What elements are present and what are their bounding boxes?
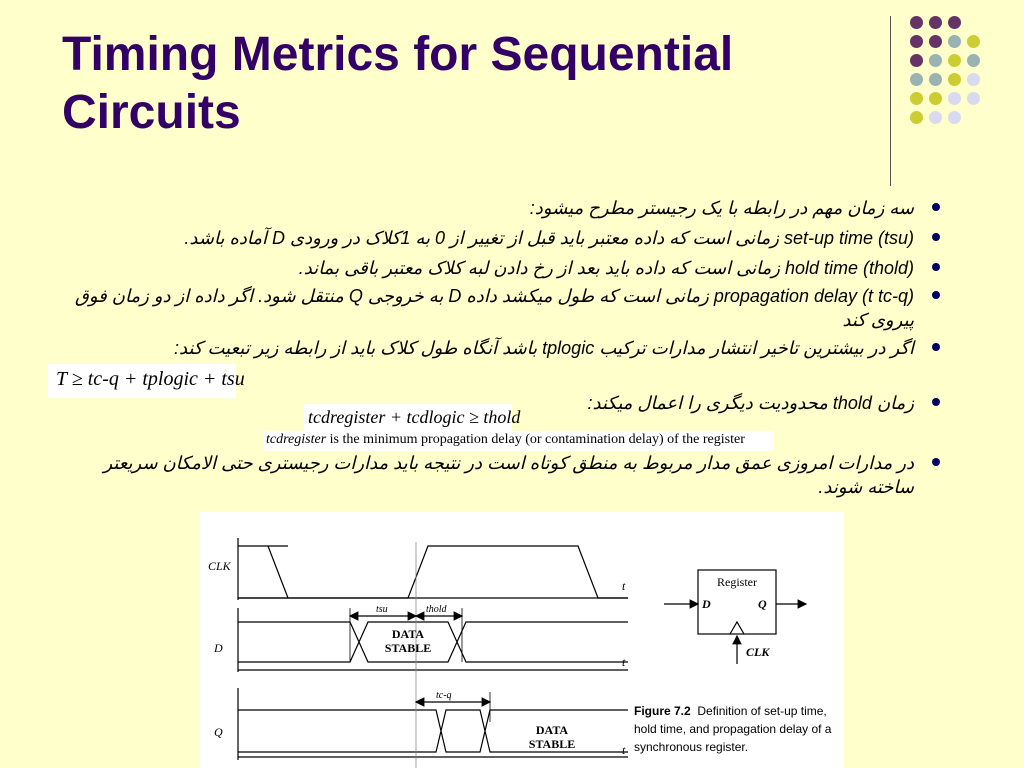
register-q-label: Q <box>758 597 767 611</box>
bullet-text: propagation delay (t tc-q) زمانی است که طول میکشد داده D به خروجی Q منتقل شود. اگر داده از دو زمان فوق پیروی کند <box>74 286 914 330</box>
bullet-text: در مدارات امروزی عمق مدار مربوط به منطق کوتاه است در نتیجه باید مدارات رجیستری حتی الامکان سریعتر ساخته شوند. <box>103 453 914 497</box>
decorative-dot <box>967 35 980 48</box>
title-divider-line <box>890 16 891 186</box>
decorative-dot <box>910 111 923 124</box>
note-text: is the minimum propagation delay (or contamination delay) of the register <box>326 432 745 447</box>
slide-title <box>62 26 862 142</box>
bullet-dot-icon <box>932 458 940 466</box>
decorative-dot <box>967 54 980 67</box>
tsu-label: tsu <box>376 604 388 615</box>
bullet-text: hold time (thold) زمانی است که داده باید بعد از رخ دادن لبه کلاک معتبر باقی بماند. <box>298 258 914 278</box>
decorative-dot <box>967 73 980 86</box>
register-clk-label: CLK <box>746 645 770 659</box>
bullet-item <box>60 451 940 507</box>
timing-diagram-figure <box>200 512 844 768</box>
clk-label: CLK <box>208 559 231 573</box>
bullet-dot-icon <box>932 203 940 211</box>
clk-waveform <box>238 546 628 598</box>
d-t-label: t <box>622 655 626 669</box>
decorative-dot <box>929 16 942 29</box>
bullet-item <box>60 196 940 226</box>
decorative-dot <box>910 54 923 67</box>
d-label: D <box>214 641 223 655</box>
hold-constraint-formula: tcdregister + tcdlogic ≥ thold <box>304 404 512 434</box>
bullet-text: زمان thold محدودیت دیگری را اعمال میکند: <box>587 393 914 413</box>
decorative-dot-grid <box>910 16 1020 166</box>
d-data-stable-line2: STABLE <box>384 641 432 655</box>
bullet-text: سه زمان مهم در رابطه با یک رجیستر مطرح میشود: <box>529 198 914 218</box>
caption-figure-number: Figure 7.2 <box>634 704 691 718</box>
decorative-dot <box>948 92 961 105</box>
decorative-dot <box>948 54 961 67</box>
title-line-1: Timing Metrics for Sequential <box>62 28 734 81</box>
bullet-dot-icon <box>932 398 940 406</box>
bullet-dot-icon <box>932 343 940 351</box>
decorative-dot <box>929 111 942 124</box>
bullet-dot-icon <box>932 263 940 271</box>
q-data-stable-line1: DATA <box>535 723 569 737</box>
thold-label: thold <box>426 604 447 615</box>
decorative-dot <box>910 35 923 48</box>
decorative-dot <box>929 35 942 48</box>
q-label: Q <box>214 725 223 739</box>
d-data-stable-line1: DATA <box>391 627 425 641</box>
decorative-dot <box>929 92 942 105</box>
bullet-item <box>60 284 940 336</box>
decorative-dot <box>967 92 980 105</box>
d-waveform-hatch <box>238 622 628 662</box>
contamination-delay-note <box>264 431 774 451</box>
caption-text: Definition of set-up time, hold time, and propagation delay of a synchronous register. <box>634 704 832 754</box>
bullet-item <box>60 256 940 284</box>
bullet-dot-icon <box>932 291 940 299</box>
decorative-dot <box>910 92 923 105</box>
note-symbol: tcdregister <box>266 432 327 447</box>
clock-period-formula: T ≥ tc-q + tplogic + tsu <box>48 364 236 398</box>
register-clk-triangle <box>730 622 744 634</box>
bullet-dot-icon <box>932 233 940 241</box>
bullet-text: set-up time (tsu) زمانی است که داده معتبر باید قبل از تغییر از 0 به 1کلاک در ورودی D آماده باشد. <box>184 228 914 248</box>
decorative-dot <box>929 73 942 86</box>
decorative-dot <box>948 35 961 48</box>
decorative-dot <box>948 111 961 124</box>
bullet-list <box>60 196 940 507</box>
decorative-dot <box>948 73 961 86</box>
figure-caption <box>634 702 840 756</box>
register-title: Register <box>717 575 757 589</box>
bullet-item <box>60 226 940 256</box>
q-data-stable-line2: STABLE <box>528 737 576 751</box>
decorative-dot <box>910 16 923 29</box>
register-d-label: D <box>702 597 711 611</box>
decorative-dot <box>910 73 923 86</box>
clk-t-label: t <box>622 579 626 593</box>
tcq-label: tc-q <box>436 690 452 701</box>
decorative-dot <box>948 16 961 29</box>
bullet-text: اگر در بیشترین تاخیر انتشار مدارات ترکیب tplogic باشد آنگاه طول کلاک باید از رابطه زیر تبعیت کند: <box>174 338 914 358</box>
title-line-2: Circuits <box>62 86 241 139</box>
q-t-label: t <box>622 743 626 757</box>
decorative-dot <box>929 54 942 67</box>
